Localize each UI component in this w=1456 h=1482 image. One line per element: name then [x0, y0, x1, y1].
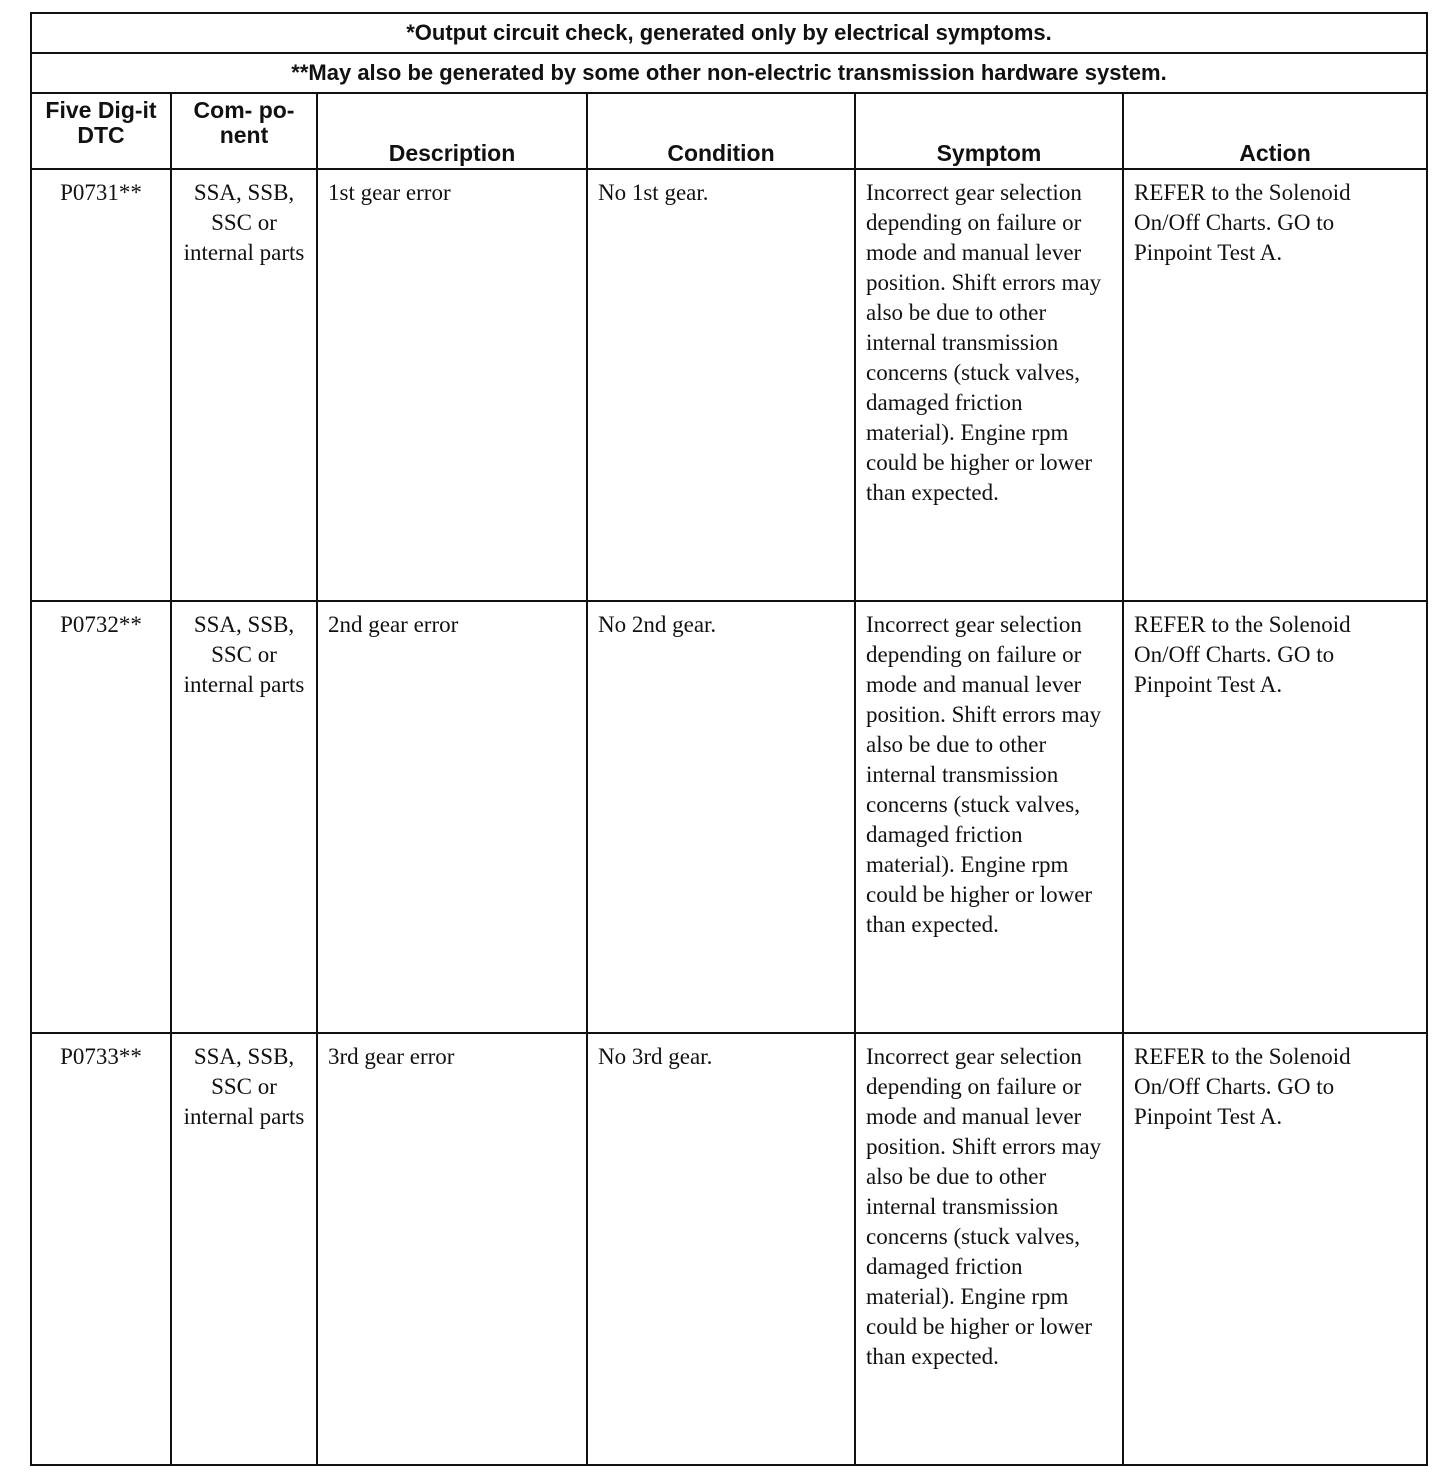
- header-component: Com- po-nent: [171, 93, 317, 169]
- action-cell: REFER to the Solenoid On/Off Charts. GO to Pinpoint Test A.: [1123, 1033, 1427, 1465]
- condition-cell: No 3rd gear.: [587, 1033, 855, 1465]
- component-cell: SSA, SSB, SSC or internal parts: [171, 1033, 317, 1465]
- dtc-table-page: [30, 12, 1426, 1462]
- header-action: Action: [1123, 93, 1427, 169]
- symptom-cell: Incorrect gear selection depending on failure or mode and manual lever position. Shift errors may also be due to other internal transmission concerns (stuck valves, damaged friction material). Engine rpm could be higher or lower than expected.: [855, 601, 1123, 1033]
- symptom-cell: Incorrect gear selection depending on failure or mode and manual lever position. Shift errors may also be due to other internal transmission concerns (stuck valves, damaged friction material). Engine rpm could be higher or lower than expected.: [855, 169, 1123, 601]
- condition-cell: No 2nd gear.: [587, 601, 855, 1033]
- condition-cell: No 1st gear.: [587, 169, 855, 601]
- symptom-cell: Incorrect gear selection depending on failure or mode and manual lever position. Shift errors may also be due to other internal transmission concerns (stuck valves, damaged friction material). Engine rpm could be higher or lower than expected.: [855, 1033, 1123, 1465]
- dtc-code: P0732**: [31, 601, 171, 1033]
- description-cell: 2nd gear error: [317, 601, 587, 1033]
- header-symptom: Symptom: [855, 93, 1123, 169]
- table-row: [31, 601, 1427, 1033]
- description-cell: 3rd gear error: [317, 1033, 587, 1465]
- component-cell: SSA, SSB, SSC or internal parts: [171, 169, 317, 601]
- dtc-code: P0731**: [31, 169, 171, 601]
- dtc-table: [30, 12, 1428, 1466]
- note-non-electric: **May also be generated by some other non-electric transmission hardware system.: [31, 53, 1427, 93]
- component-cell: SSA, SSB, SSC or internal parts: [171, 601, 317, 1033]
- dtc-code: P0733**: [31, 1033, 171, 1465]
- header-condition: Condition: [587, 93, 855, 169]
- action-cell: REFER to the Solenoid On/Off Charts. GO to Pinpoint Test A.: [1123, 169, 1427, 601]
- table-row: [31, 1033, 1427, 1465]
- header-dtc: Five Dig-it DTC: [31, 93, 171, 169]
- table-row: [31, 169, 1427, 601]
- note-output-circuit: *Output circuit check, generated only by electrical symptoms.: [31, 13, 1427, 53]
- header-description: Description: [317, 93, 587, 169]
- header-row: [31, 93, 1427, 169]
- description-cell: 1st gear error: [317, 169, 587, 601]
- action-cell: REFER to the Solenoid On/Off Charts. GO to Pinpoint Test A.: [1123, 601, 1427, 1033]
